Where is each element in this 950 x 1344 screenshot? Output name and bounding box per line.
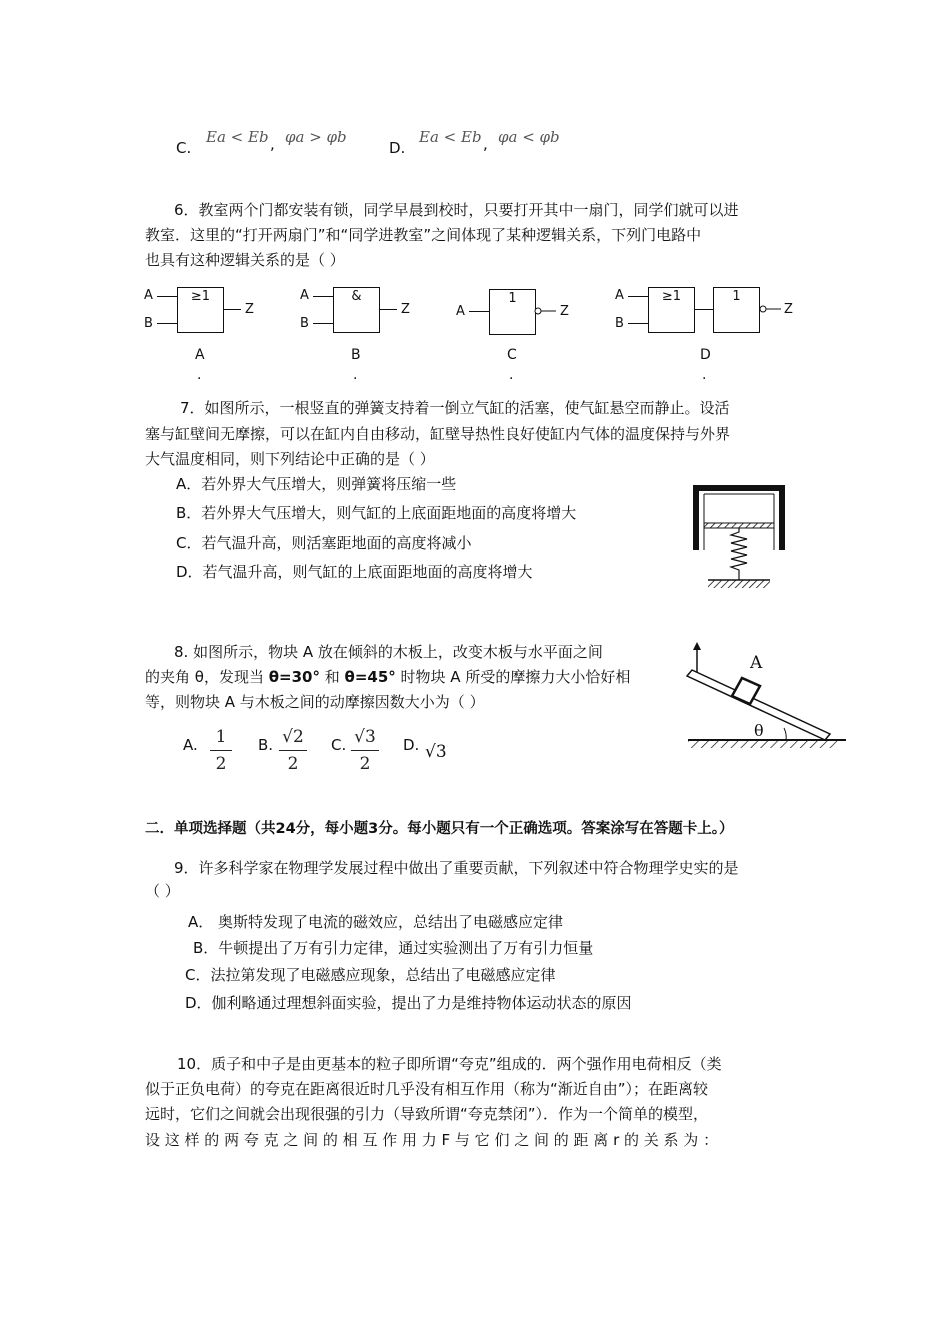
q6-option-label-c: C xyxy=(507,347,517,363)
q5-option-c-expr1: Ea < Eb xyxy=(206,128,269,146)
gate-a-input-a-label: A xyxy=(144,288,153,303)
q5-option-d-sep: , xyxy=(483,135,488,153)
q7-line-1: 7．如图所示，一根竖直的弹簧支持着一倒立气缸的活塞，使气缸悬空而静止。设活 xyxy=(180,399,730,417)
gate-c-inverter-bubble xyxy=(534,305,558,317)
q7-cylinder-spring-figure xyxy=(690,484,790,594)
q7-option-c: C．若气温升高，则活塞距地面的高度将减小 xyxy=(176,534,472,552)
gate-c-symbol: 1 xyxy=(508,291,517,306)
q8-option-d-value: √3 xyxy=(425,742,447,762)
q6-option-label-b: B xyxy=(351,347,361,363)
q5-option-d-expr1: Ea < Eb xyxy=(419,128,482,146)
q5-option-c-label: C. xyxy=(176,139,192,157)
q6-option-dot-a: . xyxy=(197,367,202,383)
gate-b-input-b-label: B xyxy=(300,316,309,331)
gate-c-box xyxy=(489,289,536,335)
gate-d-box-1 xyxy=(648,287,695,333)
gate-d-box-2 xyxy=(713,287,760,333)
gate-d-symbol-2: 1 xyxy=(732,289,741,304)
q8-incline-figure xyxy=(680,640,850,752)
q8-option-b-numerator: √2 xyxy=(282,727,304,747)
q6-option-dot-d: . xyxy=(702,367,707,383)
q8-option-c-denominator: 2 xyxy=(359,754,371,774)
q7-option-a: A．若外界大气压增大，则弹簧将压缩一些 xyxy=(176,475,457,493)
q10-line-4: 设 这 样 的 两 夸 克 之 间 的 相 互 作 用 力 F 与 它 们 之 间 的 距 离 r 的 关 系 为 ： xyxy=(145,1131,719,1149)
q8-angle-45: θ=45° xyxy=(344,668,396,686)
q8-line-2-part-a: 的夹角 θ，发现当 xyxy=(145,668,269,686)
q8-line-3: 等，则物块 A 与木板之间的动摩擦因数大小为（ ） xyxy=(145,693,485,711)
gate-b-box xyxy=(333,287,380,333)
gate-d-input-a-label: A xyxy=(615,288,624,303)
q10-line-3: 远时，它们之间就会出现很强的引力（导致所谓“夸克禁闭”）．作为一个简单的模型， xyxy=(145,1105,709,1123)
q5-option-d-label: D. xyxy=(389,139,406,157)
q8-line-2-part-c: 和 xyxy=(319,668,345,686)
gate-c-output-label: Z xyxy=(560,304,569,319)
q8-option-a-fraction xyxy=(210,727,232,774)
q8-option-a-numerator: 1 xyxy=(215,727,227,747)
q8-line-1: 8. 如图所示，物块 A 放在倾斜的木板上，改变木板与水平面之间 xyxy=(174,643,603,661)
gate-d-symbol-1: ≥1 xyxy=(661,289,682,304)
gate-d-inverter-bubble xyxy=(759,303,783,315)
gate-a-box xyxy=(177,287,224,333)
q7-option-d: D．若气温升高，则气缸的上底面距地面的高度将增大 xyxy=(176,563,533,581)
q8-option-b-denominator: 2 xyxy=(287,754,299,774)
q10-line-2: 似于正负电荷）的夸克在距离很近时几乎没有相互作用（称为“渐近自由”）；在距离较 xyxy=(145,1080,709,1098)
q5-option-d-expr2: φa < φb xyxy=(498,128,560,146)
q9-option-a: A． 奥斯特发现了电流的磁效应，总结出了电磁感应定律 xyxy=(188,913,564,931)
q6-option-dot-b: . xyxy=(353,367,358,383)
gate-b-symbol: & xyxy=(351,289,362,304)
q7-line-3: 大气温度相同，则下列结论中正确的是（ ） xyxy=(145,450,435,468)
q9-line-2: （ ） xyxy=(145,882,180,900)
q8-line-2 xyxy=(145,670,630,685)
q8-figure-angle-label: θ xyxy=(754,721,764,740)
q5-option-c-sep: , xyxy=(270,135,275,153)
gate-a-input-b-label: B xyxy=(144,316,153,331)
q7-line-2: 塞与缸壁间无摩擦，可以在缸内自由移动，缸壁导热性良好使缸内气体的温度保持与外界 xyxy=(145,425,731,443)
q6-option-dot-c: . xyxy=(509,367,514,383)
q8-line-2-part-e: 时物块 A 所受的摩擦力大小恰好相 xyxy=(395,668,631,686)
gate-b-output-label: Z xyxy=(401,302,410,317)
q6-option-label-d: D xyxy=(700,347,711,363)
gate-a-output-label: Z xyxy=(245,302,254,317)
gate-d-input-b-label: B xyxy=(615,316,624,331)
q6-line-1: 6．教室两个门都安装有锁，同学早晨到校时，只要打开其中一扇门，同学们就可以进 xyxy=(174,201,739,219)
gate-c-input-a-label: A xyxy=(456,304,465,319)
gate-a-symbol: ≥1 xyxy=(190,289,211,304)
q8-option-a-denominator: 2 xyxy=(215,754,227,774)
q8-option-d-label: D. xyxy=(403,736,420,754)
q8-angle-30: θ=30° xyxy=(268,668,320,686)
q8-option-c-label: C. xyxy=(331,736,347,754)
q6-option-label-a: A xyxy=(195,347,205,363)
gate-d-output-label: Z xyxy=(784,302,793,317)
q9-option-d: D．伽利略通过理想斜面实验，提出了力是维持物体运动状态的原因 xyxy=(185,994,632,1012)
q10-line-1: 10．质子和中子是由更基本的粒子即所谓“夸克”组成的．两个强作用电荷相反（类 xyxy=(177,1055,722,1073)
q7-option-b: B．若外界大气压增大，则气缸的上底面距地面的高度将增大 xyxy=(176,504,577,522)
q9-option-c: C．法拉第发现了电磁感应现象，总结出了电磁感应定律 xyxy=(185,966,556,984)
q8-option-b-label: B. xyxy=(258,736,274,754)
q8-option-a-label: A. xyxy=(183,736,198,754)
q8-option-c-numerator: √3 xyxy=(354,727,376,747)
q8-figure-block-label: A xyxy=(750,653,763,673)
gate-b-input-a-label: A xyxy=(300,288,309,303)
q6-line-2: 教室．这里的“打开两扇门”和“同学进教室”之间体现了某种逻辑关系，下列门电路中 xyxy=(145,226,702,244)
q9-line-1: 9．许多科学家在物理学发展过程中做出了重要贡献，下列叙述中符合物理学史实的是 xyxy=(174,859,739,877)
q8-option-c-fraction xyxy=(351,727,379,774)
section-2-heading: 二．单项选择题（共24分，每小题3分。每小题只有一个正确选项。答案涂写在答题卡上。） xyxy=(145,821,734,837)
q9-option-b: B．牛顿提出了万有引力定律，通过实验测出了万有引力恒量 xyxy=(193,939,594,957)
q6-line-3: 也具有这种逻辑关系的是（ ） xyxy=(145,251,345,269)
q8-option-b-fraction xyxy=(279,727,307,774)
q5-option-c-expr2: φa > φb xyxy=(285,128,347,146)
